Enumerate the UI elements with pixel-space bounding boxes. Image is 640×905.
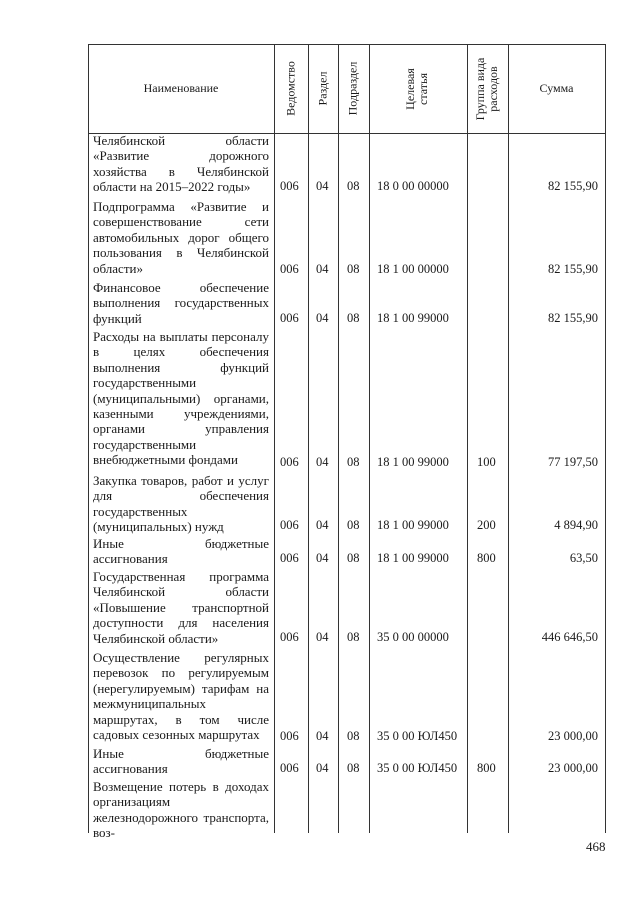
row-group: 800 — [477, 551, 496, 565]
row-name: Иные бюджетные ассигнования — [93, 536, 269, 567]
row-sum: 63,50 — [569, 551, 598, 565]
header-section: Раздел — [315, 71, 330, 106]
row-subsection: 08 — [347, 551, 360, 565]
row-section: 04 — [316, 262, 329, 276]
row-dept: 006 — [280, 761, 299, 775]
row-sum: 23 000,00 — [548, 761, 598, 775]
row-name: Подпрограмма «Развитие и совершенствование сети автомобильных дорог общего пользования в Челябинской области» — [93, 199, 269, 276]
row-name: Осуществление регулярных перевозок по регулируемым (нерегулируемым) тарифам на межмуниципальных маршрутах, в том числе садовых сезонных маршрутах — [93, 650, 269, 743]
row-dept: 006 — [280, 455, 299, 469]
header-name: Наименование — [143, 81, 219, 95]
row-article: 18 0 00 00000 — [377, 179, 449, 193]
header-article — [404, 39, 432, 139]
row-article: 35 0 00 ЮЛ450 — [377, 729, 458, 743]
header-article-line1: Целевая — [403, 68, 417, 110]
row-dept: 006 — [280, 179, 299, 193]
row-subsection: 08 — [347, 761, 360, 775]
row-subsection: 08 — [347, 630, 360, 644]
column-divider — [308, 44, 309, 833]
row-sum: 82 155,90 — [548, 311, 598, 325]
header-subsection: Подраздел — [345, 61, 360, 116]
row-section: 04 — [316, 179, 329, 193]
row-dept: 006 — [280, 729, 299, 743]
row-sum: 82 155,90 — [548, 262, 598, 276]
row-group: 100 — [477, 455, 496, 469]
row-name: Закупка товаров, работ и услуг для обеспечения государственных (муниципальных) нужд — [93, 473, 269, 535]
row-article: 35 0 00 00000 — [377, 630, 449, 644]
row-subsection: 08 — [347, 455, 360, 469]
table-border-left — [88, 44, 89, 833]
column-divider — [274, 44, 275, 833]
row-section: 04 — [316, 761, 329, 775]
row-subsection: 08 — [347, 311, 360, 325]
header-dept: Ведомство — [283, 61, 298, 116]
header-sum: Сумма — [539, 81, 574, 95]
row-dept: 006 — [280, 551, 299, 565]
header-group-line2: расходов — [486, 66, 500, 112]
row-dept: 006 — [280, 630, 299, 644]
row-sum: 23 000,00 — [548, 729, 598, 743]
row-section: 04 — [316, 630, 329, 644]
row-section: 04 — [316, 455, 329, 469]
row-name: Финансовое обеспечение выполнения государственных функций — [93, 280, 269, 326]
row-name: Иные бюджетные ассигнования — [93, 746, 269, 777]
row-article: 18 1 00 99000 — [377, 455, 449, 469]
row-article: 18 1 00 00000 — [377, 262, 449, 276]
row-subsection: 08 — [347, 262, 360, 276]
row-sum: 4 894,90 — [554, 518, 598, 532]
header-group — [474, 39, 502, 139]
row-section: 04 — [316, 729, 329, 743]
row-section: 04 — [316, 551, 329, 565]
row-dept: 006 — [280, 518, 299, 532]
row-subsection: 08 — [347, 179, 360, 193]
column-divider — [467, 44, 468, 833]
row-article: 18 1 00 99000 — [377, 311, 449, 325]
column-divider — [369, 44, 370, 833]
row-sum: 82 155,90 — [548, 179, 598, 193]
page-number: 468 — [586, 839, 606, 854]
column-divider — [338, 44, 339, 833]
column-divider — [508, 44, 509, 833]
row-name: Возмещение потерь в доходах организациям железнодорожного транспорта, воз- — [93, 779, 269, 841]
row-article: 35 0 00 ЮЛ450 — [377, 761, 458, 775]
row-subsection: 08 — [347, 518, 360, 532]
row-subsection: 08 — [347, 729, 360, 743]
row-name: Государственная программа Челябинской области «Повышение транспортной доступности для населения Челябинской области» — [93, 569, 269, 646]
row-group: 800 — [477, 761, 496, 775]
row-sum: 77 197,50 — [548, 455, 598, 469]
row-article: 18 1 00 99000 — [377, 551, 449, 565]
row-name: Расходы на выплаты персоналу в целях обеспечения выполнения функций государственными (муниципальными) органами, казенными учреждениями, органами управления государственными внебюджетными фондами — [93, 329, 269, 468]
row-dept: 006 — [280, 262, 299, 276]
row-group: 200 — [477, 518, 496, 532]
row-section: 04 — [316, 518, 329, 532]
row-section: 04 — [316, 311, 329, 325]
row-name: Челябинской области «Развитие дорожного хозяйства в Челябинской области на 2015–2022 годы» — [93, 133, 269, 195]
header-article-line2: статья — [416, 73, 430, 105]
header-group-line1: Группа вида — [473, 57, 487, 121]
row-article: 18 1 00 99000 — [377, 518, 449, 532]
row-dept: 006 — [280, 311, 299, 325]
table-border-right — [605, 44, 606, 833]
row-sum: 446 646,50 — [541, 630, 598, 644]
